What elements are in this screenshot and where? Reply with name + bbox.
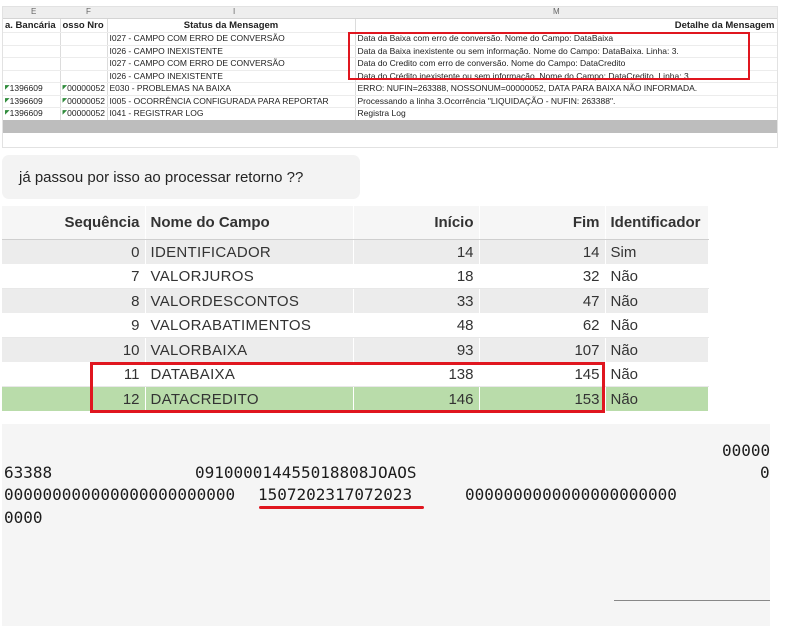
cell-detalhe: Data da Baixa inexistente ou sem informação. Nome do Campo: DataBaixa. Linha: 3. xyxy=(355,45,777,58)
cell-status: I041 - REGISTRAR LOG xyxy=(107,108,355,121)
field-table-header-row xyxy=(2,206,708,240)
cell-banco xyxy=(3,33,60,46)
cell-sequencia: 10 xyxy=(2,338,145,363)
cell-detalhe: ERRO: NUFIN=263388, NOSSONUM=00000052, DATA PARA BAIXA NÃO INFORMADA. xyxy=(355,83,777,96)
table-row xyxy=(3,95,777,108)
header-nome-do-campo: Nome do Campo xyxy=(145,206,353,240)
cell-nome-do-campo: VALORBAIXA xyxy=(145,338,353,363)
header-detalhe: Detalhe da Mensagem xyxy=(355,19,777,33)
table-row xyxy=(2,240,708,265)
green-flag-icon: ◤ xyxy=(5,110,10,117)
cell-fim: 153 xyxy=(479,387,605,412)
cell-nome-do-campo: VALORDESCONTOS xyxy=(145,289,353,314)
red-highlight-box xyxy=(348,32,750,80)
red-highlight-box xyxy=(90,362,605,413)
column-letter-m: M xyxy=(553,7,560,16)
cell-banco: ◤1396609 xyxy=(3,95,60,108)
cell-sequencia: 12 xyxy=(2,387,145,412)
header-identificador: Identificador xyxy=(605,206,708,240)
cell-status: I027 - CAMPO COM ERRO DE CONVERSÃO xyxy=(107,33,355,46)
cell-detalhe: Data do Credito com erro de conversão. Nome do Campo: DataCredito xyxy=(355,58,777,71)
text-line-2-right: 0 xyxy=(760,463,770,482)
cell-fim: 32 xyxy=(479,264,605,289)
cell-detalhe: Data da Baixa com erro de conversão. Nome do Campo: DataBaixa xyxy=(355,33,777,46)
cell-fim: 14 xyxy=(479,240,605,265)
cell-nosso-numero xyxy=(60,58,107,71)
cell-inicio: 138 xyxy=(353,362,479,387)
cell-status: E030 - PROBLEMAS NA BAIXA xyxy=(107,83,355,96)
cell-inicio: 146 xyxy=(353,387,479,412)
green-flag-icon: ◤ xyxy=(5,97,10,104)
column-letter-i: I xyxy=(233,7,236,16)
spreadsheet-header-row xyxy=(3,19,777,33)
cell-fim: 145 xyxy=(479,362,605,387)
cell-identificador: Não xyxy=(605,313,708,338)
cell-inicio: 14 xyxy=(353,240,479,265)
cell-nosso-numero xyxy=(60,45,107,58)
column-letters-bar xyxy=(3,7,777,19)
text-line-3-right: 0000000000000000000000 xyxy=(465,485,677,504)
cell-sequencia: 8 xyxy=(2,289,145,314)
return-file-text-panel xyxy=(2,424,770,626)
table-row xyxy=(2,289,708,314)
table-row xyxy=(3,108,777,121)
spreadsheet-screenshot xyxy=(2,6,778,148)
cell-nome-do-campo: DATACREDITO xyxy=(145,387,353,412)
header-nosso-numero: osso Nro xyxy=(60,19,107,33)
cell-nosso-numero: ◤00000052 xyxy=(60,108,107,121)
red-underline xyxy=(259,506,424,509)
cell-nome-do-campo: VALORABATIMENTOS xyxy=(145,313,353,338)
header-fim: Fim xyxy=(479,206,605,240)
cell-identificador: Não xyxy=(605,387,708,412)
cell-fim: 62 xyxy=(479,313,605,338)
cell-fim: 107 xyxy=(479,338,605,363)
cell-fim: 47 xyxy=(479,289,605,314)
cell-nosso-numero: ◤00000052 xyxy=(60,83,107,96)
text-line-1: 00000 xyxy=(722,441,770,460)
header-sequencia: Sequência xyxy=(2,206,145,240)
divider xyxy=(614,600,770,601)
cell-detalhe: Data do Crédito inexistente ou sem informação. Nome do Campo: DataCredito. Linha: 3. xyxy=(355,70,777,83)
cell-sequencia: 7 xyxy=(2,264,145,289)
cell-status: I026 - CAMPO INEXISTENTE xyxy=(107,45,355,58)
cell-identificador: Não xyxy=(605,289,708,314)
header-banco: a. Bancária xyxy=(3,19,60,33)
cell-nome-do-campo: DATABAIXA xyxy=(145,362,353,387)
cell-detalhe: Processando a linha 3.Ocorrência "LIQUIDAÇÃO - NUFIN: 263388". xyxy=(355,95,777,108)
selected-row-band xyxy=(3,120,777,133)
cell-identificador: Não xyxy=(605,338,708,363)
text-line-2-left: 63388 xyxy=(4,463,53,482)
cell-inicio: 33 xyxy=(353,289,479,314)
table-row xyxy=(2,338,708,363)
cell-inicio: 48 xyxy=(353,313,479,338)
cell-inicio: 93 xyxy=(353,338,479,363)
cell-identificador: Não xyxy=(605,264,708,289)
cell-nosso-numero xyxy=(60,70,107,83)
table-row xyxy=(3,83,777,96)
green-flag-icon: ◤ xyxy=(5,85,10,92)
green-flag-icon: ◤ xyxy=(62,97,68,104)
text-line-2-mid: 091000014455018808JOAOS xyxy=(195,463,417,482)
green-flag-icon: ◤ xyxy=(62,110,68,117)
green-flag-icon: ◤ xyxy=(62,85,68,92)
cell-status: I027 - CAMPO COM ERRO DE CONVERSÃO xyxy=(107,58,355,71)
text-line-3-left: 000000000000000000000000 xyxy=(4,485,236,504)
cell-inicio: 18 xyxy=(353,264,479,289)
header-inicio: Início xyxy=(353,206,479,240)
cell-status: I005 - OCORRÊNCIA CONFIGURADA PARA REPORTAR xyxy=(107,95,355,108)
cell-nome-do-campo: IDENTIFICADOR xyxy=(145,240,353,265)
text-line-4: 0000 xyxy=(4,508,43,527)
cell-detalhe: Registra Log xyxy=(355,108,777,121)
cell-sequencia: 0 xyxy=(2,240,145,265)
cell-banco: ◤1396609 xyxy=(3,83,60,96)
column-letter-f: F xyxy=(86,7,91,16)
cell-status: I026 - CAMPO INEXISTENTE xyxy=(107,70,355,83)
cell-banco: ◤1396609 xyxy=(3,108,60,121)
header-status: Status da Mensagem xyxy=(107,19,355,33)
cell-banco xyxy=(3,70,60,83)
chat-message-text: já passou por isso ao processar retorno ?? xyxy=(19,169,304,186)
table-row xyxy=(2,313,708,338)
cell-nosso-numero: ◤00000052 xyxy=(60,95,107,108)
column-letter-e: E xyxy=(31,7,37,16)
cell-identificador: Não xyxy=(605,362,708,387)
cell-nome-do-campo: VALORJUROS xyxy=(145,264,353,289)
cell-sequencia: 9 xyxy=(2,313,145,338)
cell-banco xyxy=(3,45,60,58)
chat-message-bubble xyxy=(2,155,360,199)
cell-identificador: Sim xyxy=(605,240,708,265)
cell-banco xyxy=(3,58,60,71)
text-line-3-highlight: 1507202317072023 xyxy=(258,485,413,504)
cell-nosso-numero xyxy=(60,33,107,46)
table-row xyxy=(2,264,708,289)
cell-sequencia: 11 xyxy=(2,362,145,387)
